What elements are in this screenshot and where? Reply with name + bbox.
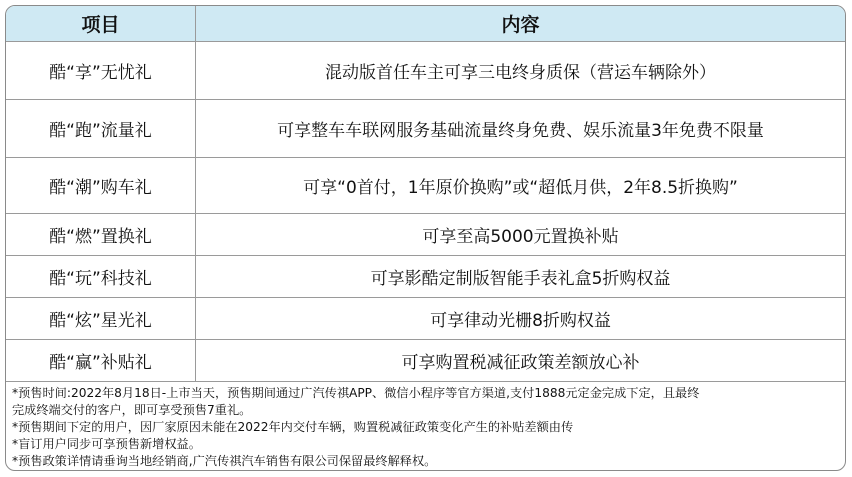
table-row — [6, 256, 845, 298]
row-item: 酷“燃”置换礼 — [6, 214, 196, 255]
row-item: 酷“炫”星光礼 — [6, 298, 196, 339]
row-content: 可享至高5000元置换补贴 — [422, 227, 619, 247]
row-item: 酷“潮”购车礼 — [6, 158, 196, 213]
footnotes — [6, 382, 845, 471]
row-content: 可享影酷定制版智能手表礼盒5折购权益 — [370, 269, 671, 289]
footnote-line: 完成终端交付的客户，即可享受预售7重礼。 — [12, 403, 252, 417]
header-item: 项目 — [6, 6, 196, 41]
row-item: 酷“赢”补贴礼 — [6, 340, 196, 381]
table-row — [6, 214, 845, 256]
footnote-line: *预售期间下定的用户，因厂家原因未能在2022年内交付车辆，购置税减征政策变化产生的补贴差额由传 — [12, 420, 574, 434]
table-row — [6, 340, 845, 382]
row-content: 混动版首任车主可享三电终身质保（营运车辆除外） — [325, 63, 716, 83]
table-header — [6, 6, 845, 42]
row-content: 可享购置税减征政策差额放心补 — [401, 353, 640, 373]
benefits-table — [5, 5, 846, 471]
footnote-line: *盲订用户同步可享预售新增权益。 — [12, 437, 201, 451]
row-content: 可享律动光栅8折购权益 — [430, 311, 611, 331]
table-row — [6, 100, 845, 158]
header-content: 内容 — [501, 14, 540, 36]
footnote-line: *预售政策详情请垂询当地经销商,广汽传祺汽车销售有限公司保留最终解释权。 — [12, 454, 437, 468]
table-row — [6, 158, 845, 214]
row-item: 酷“跑”流量礼 — [6, 100, 196, 157]
table-row — [6, 298, 845, 340]
row-content: 可享整车车联网服务基础流量终身免费、娱乐流量3年免费不限量 — [277, 121, 764, 141]
row-content: 可享“0首付，1年原价换购”或“超低月供，2年8.5折换购” — [303, 178, 738, 198]
row-item: 酷“玩”科技礼 — [6, 256, 196, 297]
table-row — [6, 42, 845, 100]
footnote-line: *预售时间:2022年8月18日-上市当天，预售期间通过广汽传祺APP、微信小程序等官方渠道,支付1888元定金完成下定，且最终 — [12, 386, 700, 400]
row-item: 酷“享”无忧礼 — [6, 42, 196, 99]
